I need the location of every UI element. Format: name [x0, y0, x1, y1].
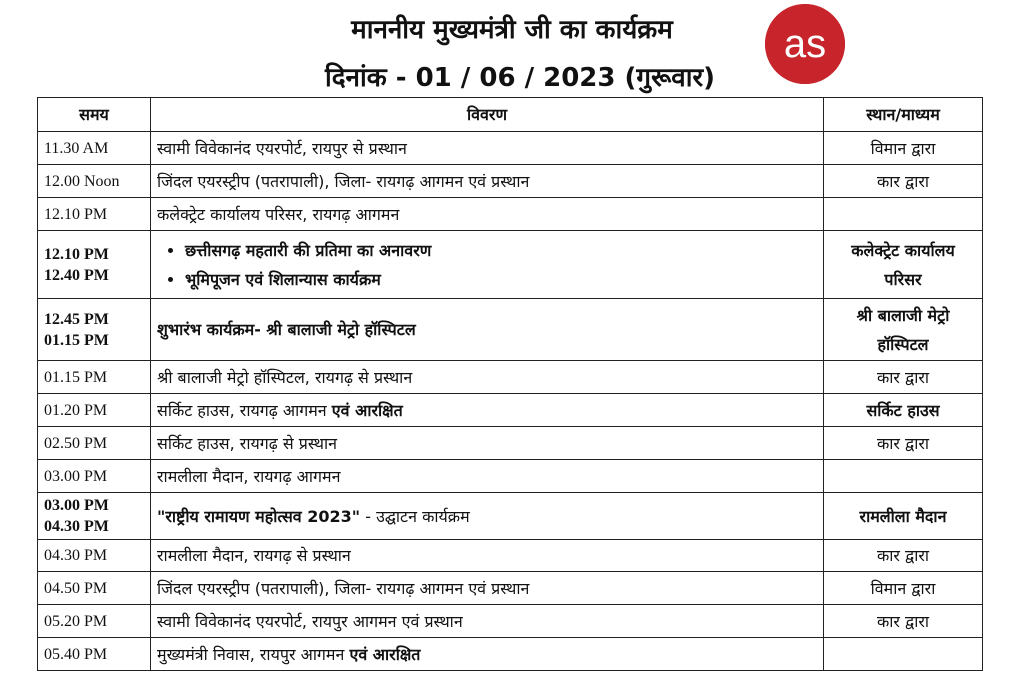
as-logo: [765, 4, 845, 84]
desc-bold: एवं आरक्षित: [331, 400, 403, 420]
table-row: [38, 638, 983, 671]
row-time: [38, 493, 151, 540]
row-desc: रामलीला मैदान, रायगढ़ आगमन: [151, 460, 824, 493]
row-desc: [151, 231, 824, 299]
desc-plain: मुख्यमंत्री निवास, रायपुर आगमन: [157, 644, 345, 664]
row-time: 04.30 PM: [38, 540, 151, 572]
col-header-place: स्थान/माध्यम: [824, 98, 983, 132]
table-row: [38, 198, 983, 231]
table-row: [38, 605, 983, 638]
row-time: [38, 231, 151, 299]
table-row: [38, 299, 983, 361]
row-place: कार द्वारा: [824, 605, 983, 638]
row-time: 12.00 Noon: [38, 165, 151, 198]
row-place: विमान द्वारा: [824, 132, 983, 165]
row-place: [824, 299, 983, 361]
table-row: [38, 540, 983, 572]
row-desc: स्वामी विवेकानंद एयरपोर्ट, रायपुर से प्रस्थान: [151, 132, 824, 165]
table-row: [38, 460, 983, 493]
desc-plain: सर्किट हाउस, रायगढ़ आगमन: [157, 400, 327, 420]
event-list: [157, 236, 817, 294]
schedule-table: [37, 97, 983, 671]
row-desc: [151, 638, 824, 671]
row-place: सर्किट हाउस: [824, 394, 983, 427]
place-line: परिसर: [884, 269, 922, 289]
row-desc: स्वामी विवेकानंद एयरपोर्ट, रायपुर आगमन एवं प्रस्थान: [151, 605, 824, 638]
row-place: विमान द्वारा: [824, 572, 983, 605]
row-desc: श्री बालाजी मेट्रो हॉस्पिटल, रायगढ़ से प्रस्थान: [151, 361, 824, 394]
table-header-row: [38, 98, 983, 132]
date-line: दिनांक - 01 / 06 / 2023 (गुरूवार): [325, 63, 715, 93]
list-item: • छत्तीसगढ़ महतारी की प्रतिमा का अनावरण: [185, 236, 817, 265]
row-desc: जिंदल एयरस्ट्रीप (पतरापाली), जिला- रायगढ़ आगमन एवं प्रस्थान: [151, 572, 824, 605]
page-title: माननीय मुख्यमंत्री जी का कार्यक्रम: [351, 15, 673, 45]
row-time: 03.00 PM: [38, 460, 151, 493]
table-row: [38, 231, 983, 299]
row-desc: शुभारंभ कार्यक्रम- श्री बालाजी मेट्रो हॉस्पिटल: [151, 299, 824, 361]
row-time: 01.20 PM: [38, 394, 151, 427]
table-row: [38, 132, 983, 165]
row-place: [824, 198, 983, 231]
row-time: 05.20 PM: [38, 605, 151, 638]
row-time: 01.15 PM: [38, 361, 151, 394]
row-desc: [151, 394, 824, 427]
col-header-time: समय: [38, 98, 151, 132]
place-line: हॉस्पिटल: [877, 334, 929, 354]
row-time-end: 04.30 PM: [44, 518, 109, 535]
row-place: कार द्वारा: [824, 361, 983, 394]
row-place: कार द्वारा: [824, 165, 983, 198]
place-line: कलेक्ट्रेट कार्यालय: [851, 240, 955, 260]
row-place: [824, 638, 983, 671]
row-place: कार द्वारा: [824, 540, 983, 572]
row-time: 02.50 PM: [38, 427, 151, 460]
row-desc: सर्किट हाउस, रायगढ़ से प्रस्थान: [151, 427, 824, 460]
table-row: [38, 493, 983, 540]
row-time: 11.30 AM: [38, 132, 151, 165]
place-line: श्री बालाजी मेट्रो: [856, 305, 950, 325]
desc-bold: एवं आरक्षित: [349, 644, 421, 664]
row-place: कार द्वारा: [824, 427, 983, 460]
row-place: [824, 231, 983, 299]
row-desc: कलेक्ट्रेट कार्यालय परिसर, रायगढ़ आगमन: [151, 198, 824, 231]
table-row: [38, 394, 983, 427]
row-desc: रामलीला मैदान, रायगढ़ से प्रस्थान: [151, 540, 824, 572]
row-time: 05.40 PM: [38, 638, 151, 671]
table-row: [38, 572, 983, 605]
col-header-details: विवरण: [151, 98, 824, 132]
row-place: [824, 460, 983, 493]
row-time-start: 03.00 PM: [44, 497, 109, 514]
row-time: 04.50 PM: [38, 572, 151, 605]
row-time-end: 01.15 PM: [44, 331, 109, 349]
table-row: [38, 165, 983, 198]
row-time-start: 12.45 PM: [44, 310, 109, 328]
row-time-start: 12.10 PM: [44, 245, 109, 263]
row-time: 12.10 PM: [38, 198, 151, 231]
table-row: [38, 361, 983, 394]
row-time-end: 12.40 PM: [44, 266, 109, 284]
list-item: • भूमिपूजन एवं शिलान्यास कार्यक्रम: [185, 265, 817, 294]
desc-plain: - उद्घाटन कार्यक्रम: [360, 506, 470, 526]
desc-bold: "राष्ट्रीय रामायण महोत्सव 2023": [157, 506, 361, 526]
row-time: [38, 299, 151, 361]
row-desc: जिंदल एयरस्ट्रीप (पतरापाली), जिला- रायगढ़ आगमन एवं प्रस्थान: [151, 165, 824, 198]
row-desc: [151, 493, 824, 540]
row-place: रामलीला मैदान: [824, 493, 983, 540]
table-row: [38, 427, 983, 460]
logo-text: as: [783, 22, 827, 66]
